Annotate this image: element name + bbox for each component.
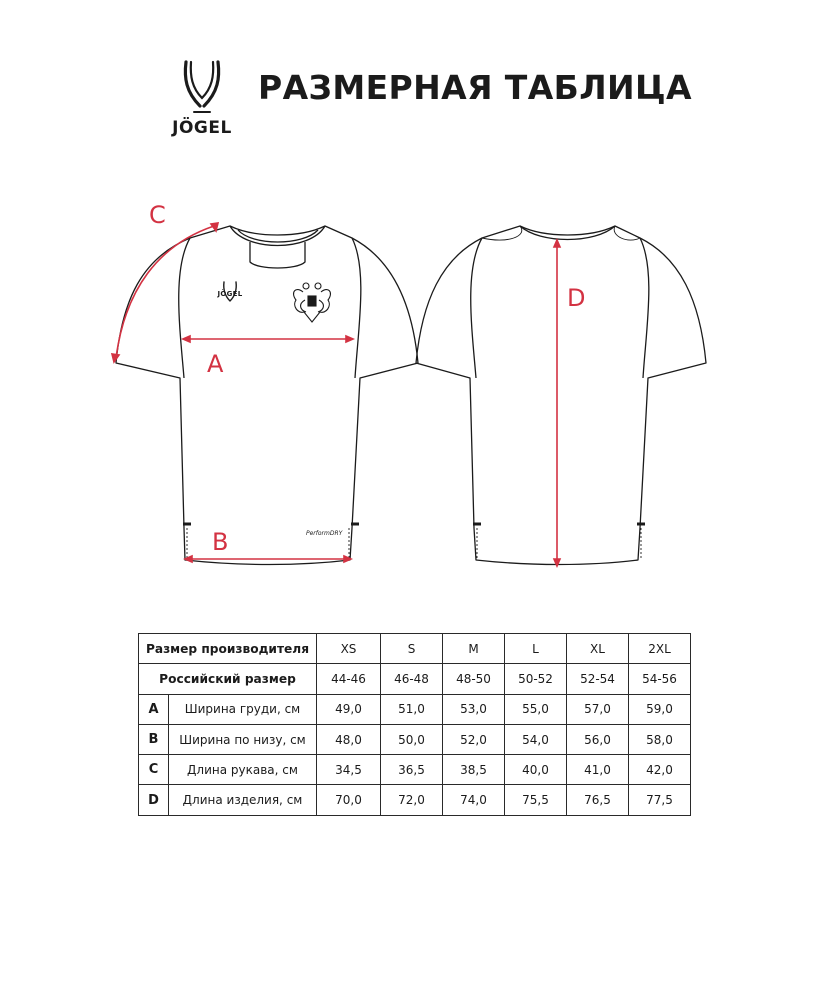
value-cell: 51,0	[381, 694, 443, 724]
russian-size-cell: 46-48	[381, 664, 443, 694]
row-letter: B	[139, 724, 169, 754]
russian-size-cell: 48-50	[443, 664, 505, 694]
row-letter: D	[139, 785, 169, 815]
russian-size-cell: 52-54	[567, 664, 629, 694]
label-sleeve-c: C	[149, 201, 166, 229]
tech-label: PerformDRY	[306, 530, 343, 537]
shirt-front	[116, 226, 418, 565]
page-title: РАЗМЕРНАЯ ТАБЛИЦА	[258, 68, 692, 107]
size-cell: 2XL	[629, 634, 691, 664]
garment-diagram	[0, 180, 831, 600]
value-cell: 41,0	[567, 755, 629, 785]
label-length-d: D	[567, 284, 586, 312]
size-cell: L	[505, 634, 567, 664]
value-cell: 55,0	[505, 694, 567, 724]
value-cell: 70,0	[317, 785, 381, 815]
russian-size-cell: 50-52	[505, 664, 567, 694]
value-cell: 59,0	[629, 694, 691, 724]
value-cell: 36,5	[381, 755, 443, 785]
value-cell: 54,0	[505, 724, 567, 754]
row-parameter: Ширина по низу, см	[169, 724, 317, 754]
russian-size-cell: 54-56	[629, 664, 691, 694]
row-parameter: Ширина груди, см	[169, 694, 317, 724]
size-cell: M	[443, 634, 505, 664]
table-row	[139, 724, 691, 754]
value-cell: 56,0	[567, 724, 629, 754]
label-bottom-b: B	[212, 528, 229, 556]
chest-brand-label	[213, 290, 247, 298]
russian-size-label: Российский размер	[139, 664, 317, 694]
russian-size-cell: 44-46	[317, 664, 381, 694]
row-letter: C	[139, 755, 169, 785]
value-cell: 77,5	[629, 785, 691, 815]
table-russian-size-row	[139, 664, 691, 694]
row-letter: A	[139, 694, 169, 724]
table-row	[139, 694, 691, 724]
size-cell: S	[381, 634, 443, 664]
value-cell: 72,0	[381, 785, 443, 815]
brand-wordmark: JÖGEL	[172, 118, 232, 138]
shirt-back	[416, 226, 706, 565]
row-parameter: Длина рукава, см	[169, 755, 317, 785]
value-cell: 57,0	[567, 694, 629, 724]
value-cell: 49,0	[317, 694, 381, 724]
brand-logo-mark-icon	[160, 58, 244, 118]
measurement-lines	[112, 223, 560, 566]
size-cell: XS	[317, 634, 381, 664]
value-cell: 58,0	[629, 724, 691, 754]
value-cell: 53,0	[443, 694, 505, 724]
value-cell: 40,0	[505, 755, 567, 785]
table-row	[139, 785, 691, 815]
value-cell: 50,0	[381, 724, 443, 754]
coat-of-arms-icon	[294, 283, 331, 322]
value-cell: 75,5	[505, 785, 567, 815]
value-cell: 74,0	[443, 785, 505, 815]
row-parameter: Длина изделия, см	[169, 785, 317, 815]
table-row	[139, 755, 691, 785]
chest-brand-word: JÖGEL	[217, 290, 243, 298]
label-chest-a: A	[207, 350, 224, 378]
manufacturer-size-label: Размер производителя	[139, 634, 317, 664]
size-table	[138, 633, 691, 816]
table-header-row	[139, 634, 691, 664]
value-cell: 76,5	[567, 785, 629, 815]
value-cell: 38,5	[443, 755, 505, 785]
brand-logo	[160, 58, 244, 140]
value-cell: 34,5	[317, 755, 381, 785]
value-cell: 52,0	[443, 724, 505, 754]
value-cell: 48,0	[317, 724, 381, 754]
size-cell: XL	[567, 634, 629, 664]
value-cell: 42,0	[629, 755, 691, 785]
